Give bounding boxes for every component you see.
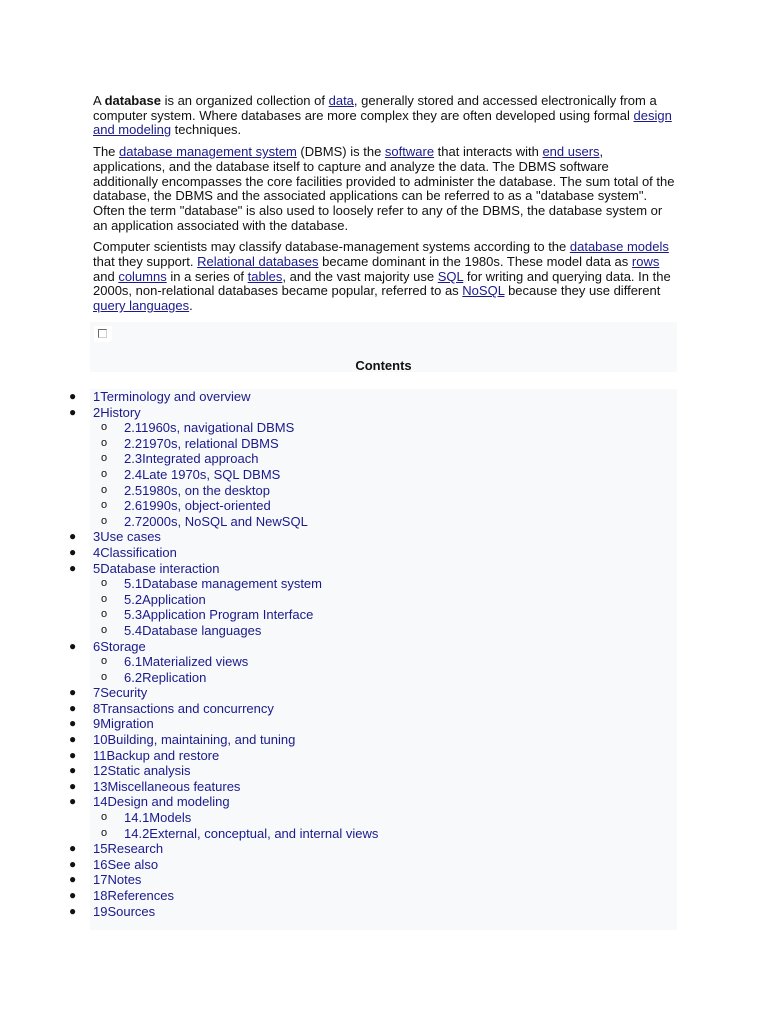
- toc-link[interactable]: 5.1Database management system: [124, 576, 322, 592]
- link-query-languages[interactable]: query languages: [93, 298, 190, 314]
- disc-bullet-icon: ●: [69, 716, 77, 731]
- circle-bullet-icon: o: [101, 592, 108, 605]
- toc-item: [0, 467, 768, 483]
- circle-bullet-icon: o: [101, 483, 108, 496]
- disc-bullet-icon: ●: [69, 763, 77, 778]
- toc-item: [0, 748, 768, 764]
- toc-link[interactable]: 2.61990s, object-oriented: [124, 498, 271, 514]
- toc-item: [0, 592, 768, 608]
- toc-item: [0, 826, 768, 842]
- text: that they support.: [93, 254, 198, 270]
- circle-bullet-icon: o: [101, 577, 108, 590]
- toc-item: [0, 514, 768, 530]
- toc-link[interactable]: 14Design and modeling: [93, 794, 230, 810]
- circle-bullet-icon: o: [101, 452, 108, 465]
- toc-link[interactable]: 5Database interaction: [93, 560, 220, 576]
- circle-bullet-icon: o: [101, 467, 108, 480]
- toc-title: Contents: [355, 358, 412, 373]
- link-database-management-system[interactable]: database management system: [119, 144, 297, 160]
- text: , and the vast majority use: [282, 268, 438, 284]
- circle-bullet-icon: o: [101, 670, 108, 683]
- toc-item: [0, 716, 768, 732]
- link-rows[interactable]: rows: [631, 254, 660, 270]
- toc-link[interactable]: 2.11960s, navigational DBMS: [124, 420, 295, 436]
- toc-link[interactable]: 5.3Application Program Interface: [124, 607, 314, 623]
- disc-bullet-icon: ●: [69, 778, 77, 793]
- toc-item: [0, 904, 768, 920]
- toc-item: [0, 607, 768, 623]
- disc-bullet-icon: ●: [69, 685, 77, 700]
- toc-item: [0, 763, 768, 779]
- circle-bullet-icon: o: [101, 623, 108, 636]
- toc-link[interactable]: 18References: [93, 888, 174, 903]
- disc-bullet-icon: ●: [69, 638, 77, 653]
- toc-item: [0, 389, 768, 405]
- disc-bullet-icon: ●: [69, 841, 77, 856]
- disc-bullet-icon: ●: [69, 404, 77, 419]
- toc-link[interactable]: 9Migration: [93, 716, 154, 732]
- text: , applications, and the database itself to capture and analyze the data. The DBMS software additionally encompasses the core facilities provided to administer the database. The sum total of the database, the DBMS and the associated applications can be referred to as a "database system". Often the term "database" is also used to loosely refer to any of the DBMS, the database system or an application associated with the database.: [93, 144, 675, 233]
- toc-item: [0, 529, 768, 545]
- toc-item: [0, 670, 768, 686]
- toc-link[interactable]: 14.1Models: [124, 810, 192, 826]
- text: is an organized collection of: [160, 93, 329, 108]
- toc-link[interactable]: 2History: [93, 404, 141, 420]
- text: (DBMS) is the: [296, 144, 385, 160]
- toc-link[interactable]: 2.72000s, NoSQL and NewSQL: [124, 513, 308, 529]
- text: Computer scientists may classify database-management systems according to the: [93, 239, 570, 255]
- toc-link[interactable]: 2.21970s, relational DBMS: [124, 435, 279, 451]
- toc-link[interactable]: 5.4Database languages: [124, 622, 262, 638]
- disc-bullet-icon: ●: [69, 529, 77, 544]
- toc-item: [0, 545, 768, 561]
- toc-item: [0, 451, 768, 467]
- circle-bullet-icon: o: [101, 655, 108, 668]
- toc-link[interactable]: 2.3Integrated approach: [124, 451, 259, 467]
- text: became dominant in the 1980s. These model data as: [318, 254, 632, 270]
- circle-bullet-icon: o: [101, 811, 108, 824]
- disc-bullet-icon: ●: [69, 903, 77, 918]
- toc-header: [90, 322, 677, 372]
- intro-paragraph-1: [93, 94, 677, 138]
- checkbox-icon: [98, 329, 107, 338]
- disc-bullet-icon: ●: [69, 700, 77, 715]
- text: because they use different: [504, 283, 661, 299]
- circle-bullet-icon: o: [101, 514, 108, 527]
- disc-bullet-icon: ●: [69, 544, 77, 559]
- toc-item: [0, 872, 768, 888]
- text: in a series of: [166, 268, 248, 284]
- toc-link[interactable]: 12Static analysis: [93, 763, 191, 779]
- toc-item: [0, 576, 768, 592]
- circle-bullet-icon: o: [101, 499, 108, 512]
- toc-link[interactable]: 17Notes: [93, 872, 142, 888]
- toc-item: [0, 841, 768, 857]
- intro-paragraph-2: [93, 145, 677, 233]
- link-data[interactable]: data: [328, 93, 354, 108]
- disc-bullet-icon: ●: [69, 856, 77, 871]
- link-database-models[interactable]: database models: [569, 239, 669, 255]
- toc-link[interactable]: 10Building, maintaining, and tuning: [93, 732, 296, 748]
- text: A: [93, 93, 105, 108]
- toc-item: [0, 483, 768, 499]
- toc-link[interactable]: 11Backup and restore: [93, 747, 220, 763]
- toc-link[interactable]: 15Research: [93, 841, 164, 857]
- toc-link[interactable]: 7Security: [93, 685, 148, 701]
- toc-link[interactable]: 19Sources: [93, 903, 156, 919]
- link-columns[interactable]: columns: [118, 268, 167, 284]
- toc-item: [0, 405, 768, 421]
- toc-item: [0, 654, 768, 670]
- toc-item: [0, 732, 768, 748]
- disc-bullet-icon: ●: [69, 794, 77, 809]
- circle-bullet-icon: o: [101, 826, 108, 839]
- toc-link[interactable]: 13Miscellaneous features: [93, 778, 241, 794]
- text: .: [189, 298, 193, 314]
- toc-item: [0, 857, 768, 873]
- toc-link[interactable]: 14.2External, conceptual, and internal views: [124, 825, 379, 841]
- toc-item: [0, 810, 768, 826]
- text: and: [93, 268, 119, 284]
- toc-item: [0, 888, 768, 904]
- link-nosql[interactable]: NoSQL: [462, 283, 505, 299]
- link-end-users[interactable]: end users: [542, 144, 600, 160]
- circle-bullet-icon: o: [101, 608, 108, 621]
- intro-section: [93, 94, 677, 321]
- toc-item: [0, 436, 768, 452]
- disc-bullet-icon: ●: [69, 732, 77, 747]
- toc-link[interactable]: 3Use cases: [93, 529, 161, 545]
- link-design-and-modeling[interactable]: design and modeling: [93, 107, 672, 138]
- link-tables[interactable]: tables: [247, 268, 283, 284]
- toc-link[interactable]: 4Classification: [93, 544, 177, 560]
- toc-item: [0, 685, 768, 701]
- toc-list: [0, 389, 768, 919]
- toc-item: [0, 701, 768, 717]
- text: techniques.: [171, 122, 242, 138]
- toc-item: [0, 561, 768, 577]
- toc-link[interactable]: 6.2Replication: [124, 669, 207, 685]
- text: that interacts with: [434, 144, 543, 160]
- text: The: [93, 144, 120, 160]
- bold-term: database: [104, 93, 161, 108]
- link-relational-databases[interactable]: Relational databases: [197, 254, 319, 270]
- disc-bullet-icon: ●: [69, 747, 77, 762]
- toc-item: [0, 639, 768, 655]
- toc-link[interactable]: 16See also: [93, 856, 159, 872]
- text: , generally stored and accessed electronically from a computer system. Where databases are more complex they are often developed using formal: [93, 93, 657, 123]
- toc-link[interactable]: 2.51980s, on the desktop: [124, 482, 271, 498]
- toc-item: [0, 623, 768, 639]
- circle-bullet-icon: o: [101, 421, 108, 434]
- toc-item: [0, 498, 768, 514]
- disc-bullet-icon: ●: [69, 872, 77, 887]
- toc-link[interactable]: 2.4Late 1970s, SQL DBMS: [124, 466, 281, 482]
- toc-link[interactable]: 6Storage: [93, 638, 146, 654]
- toc-link[interactable]: 8Transactions and concurrency: [93, 700, 274, 716]
- toc-item: [0, 420, 768, 436]
- toc-link[interactable]: 1Terminology and overview: [93, 389, 251, 404]
- text: for writing and querying data. In the 2000s, non-relational databases became popular, referred to as: [93, 268, 671, 299]
- toc-item: [0, 794, 768, 810]
- disc-bullet-icon: ●: [69, 389, 77, 403]
- link-sql[interactable]: SQL: [437, 268, 464, 284]
- circle-bullet-icon: o: [101, 436, 108, 449]
- link-software[interactable]: software: [384, 144, 435, 160]
- toc-item: [0, 779, 768, 795]
- toc-link[interactable]: 5.2Application: [124, 591, 206, 607]
- toc-link[interactable]: 6.1Materialized views: [124, 654, 249, 670]
- disc-bullet-icon: ●: [69, 888, 77, 902]
- toc-toggle-checkbox[interactable]: [94, 326, 112, 342]
- intro-paragraph-3: [93, 240, 677, 314]
- disc-bullet-icon: ●: [69, 560, 77, 575]
